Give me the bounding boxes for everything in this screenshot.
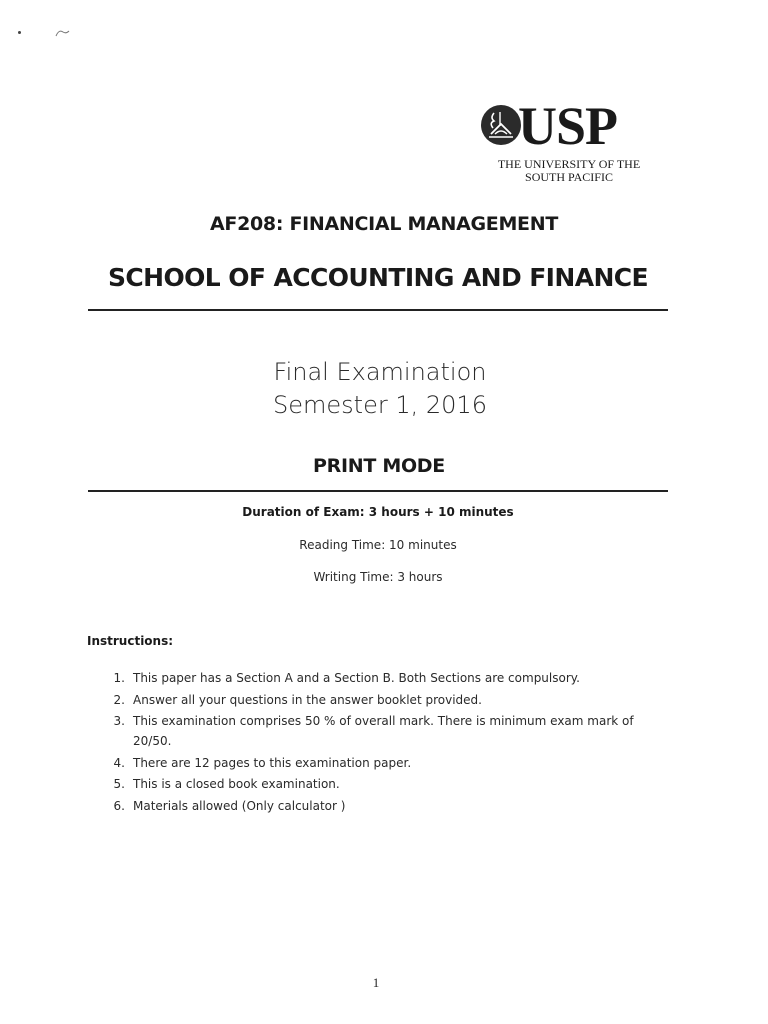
instruction-text: There are 12 pages to this examination paper.	[133, 755, 412, 770]
logo-subtitle-line-2: SOUTH PACIFIC	[525, 170, 613, 184]
instruction-number: 4.	[113, 755, 125, 770]
instructions-list	[105, 668, 665, 817]
course-title: AF208: FINANCIAL MANAGEMENT	[210, 213, 558, 235]
logo-subtitle-line-1: THE UNIVERSITY OF THE	[497, 157, 641, 171]
scan-mark-squiggle	[55, 28, 71, 38]
instruction-item	[105, 774, 665, 794]
instruction-number: 6.	[113, 798, 125, 813]
exam-term: Semester 1, 2016	[273, 391, 487, 419]
writing-time: Writing Time: 3 hours	[313, 570, 443, 584]
school-title: SCHOOL OF ACCOUNTING AND FINANCE	[108, 263, 648, 292]
instruction-number: 3.	[113, 714, 125, 728]
exam-type: Final Examination	[273, 358, 487, 386]
instruction-item	[105, 668, 665, 688]
instruction-text: Materials allowed (Only calculator )	[133, 798, 346, 813]
instruction-text: This paper has a Section A and a Section B. Both Sections are compulsory.	[133, 671, 580, 685]
logo-subtitle	[478, 158, 660, 184]
university-logo	[478, 96, 668, 192]
instruction-number: 5.	[113, 777, 125, 791]
instruction-number: 1.	[113, 671, 125, 685]
instruction-text: This examination comprises 50 % of overall mark. There is minimum exam mark of 20/50.	[133, 714, 634, 748]
instruction-item	[105, 711, 665, 751]
instruction-item	[105, 753, 665, 773]
divider	[88, 309, 668, 311]
logo-wordmark: USP	[518, 96, 618, 156]
instruction-item	[105, 690, 665, 710]
reading-time: Reading Time: 10 minutes	[299, 538, 457, 552]
exam-duration: Duration of Exam: 3 hours + 10 minutes	[242, 505, 514, 519]
instruction-number: 2.	[113, 692, 125, 707]
instruction-text: This is a closed book examination.	[133, 777, 340, 791]
instructions-heading: Instructions:	[87, 634, 174, 648]
divider	[88, 490, 668, 492]
usp-emblem-icon	[480, 104, 522, 146]
scan-mark-dot	[18, 31, 21, 34]
instruction-item	[105, 796, 665, 816]
print-mode-label: PRINT MODE	[313, 455, 445, 477]
page-number: 1	[372, 975, 380, 990]
instruction-text: Answer all your questions in the answer booklet provided.	[133, 692, 482, 707]
